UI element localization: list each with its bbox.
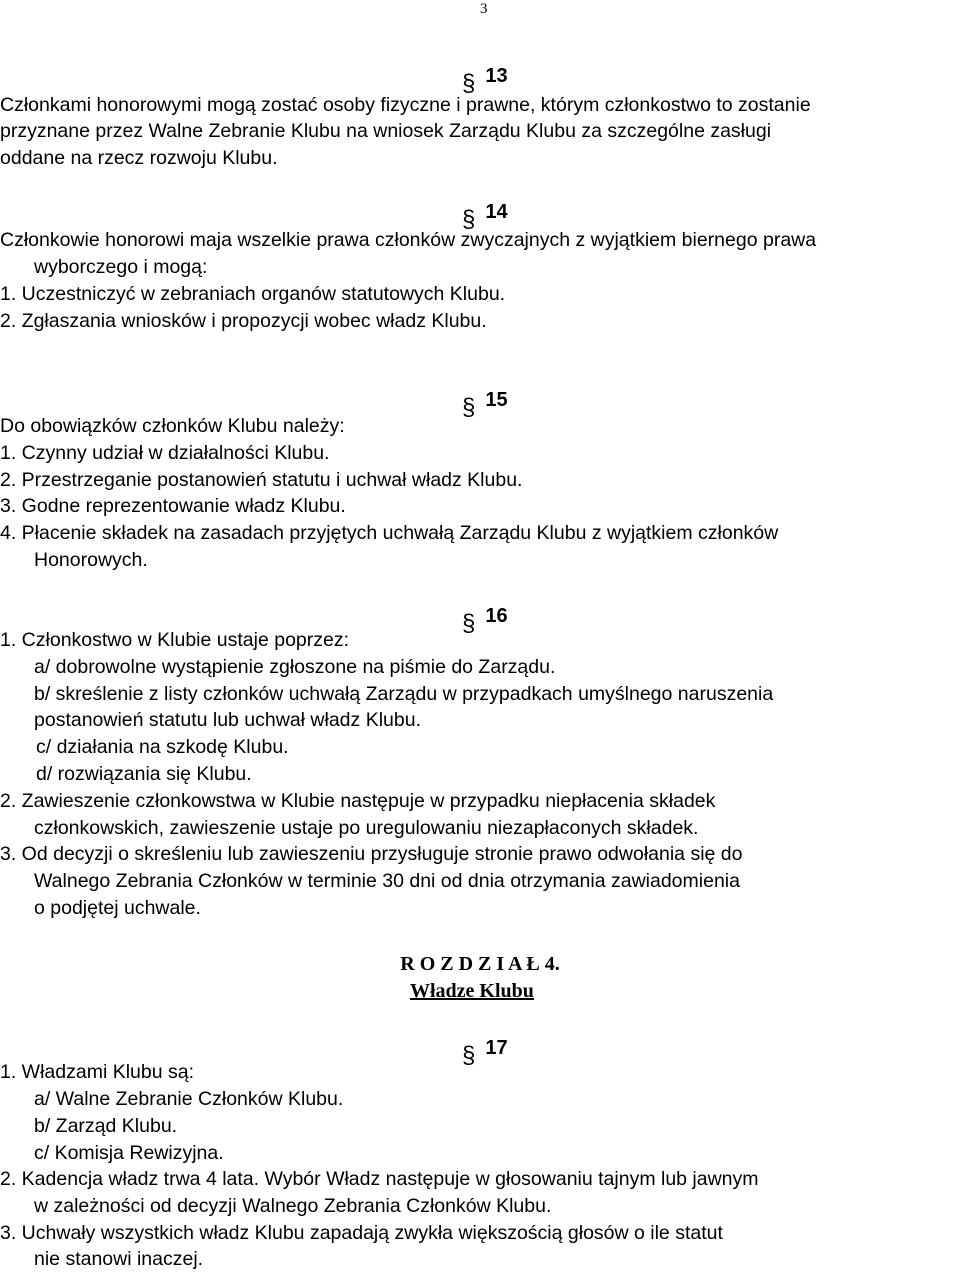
section-15-heading	[462, 386, 508, 421]
paragraph-line: Do obowiązków członków Klubu należy:	[0, 415, 345, 437]
sub-item: a/ Walne Zebranie Członków Klubu.	[34, 1088, 344, 1110]
section-sign: §	[462, 394, 476, 421]
sub-item: postanowień statutu lub uchwał władz Klubu.	[34, 709, 421, 731]
paragraph-line: nie stanowi inaczej.	[34, 1248, 204, 1270]
section-sign: §	[462, 206, 476, 233]
section-14-heading	[462, 198, 508, 233]
paragraph-line: o podjętej uchwale.	[34, 897, 201, 919]
section-sign: §	[462, 70, 476, 97]
paragraph-line: Członkami honorowymi mogą zostać osoby fizyczne i prawne, którym członkostwo to zostanie	[0, 94, 811, 116]
section-number: 14	[485, 201, 508, 223]
paragraph-line: członkowskich, zawieszenie ustaje po uregulowaniu niezapłaconych składek.	[34, 817, 699, 839]
paragraph-line: wyborczego i mogą:	[34, 256, 208, 278]
list-item: 1. Czynny udział w działalności Klubu.	[0, 442, 330, 464]
section-16-heading	[462, 602, 508, 637]
list-item: 2. Kadencja władz trwa 4 lata. Wybór Władz następuje w głosowaniu tajnym lub jawnym	[0, 1168, 759, 1190]
sub-item: b/ Zarząd Klubu.	[34, 1115, 178, 1137]
chapter-heading: R O Z D Z I A Ł 4.	[400, 953, 560, 975]
section-sign: §	[462, 610, 476, 637]
list-item: 3. Od decyzji o skreśleniu lub zawieszeniu przysługuje stronie prawo odwołania się do	[0, 843, 743, 865]
list-item: 4. Płacenie składek na zasadach przyjętych uchwałą Zarządu Klubu z wyjątkiem członków	[0, 522, 779, 544]
paragraph-line: przyznane przez Walne Zebranie Klubu na wniosek Zarządu Klubu za szczególne zasługi	[0, 120, 772, 142]
section-17-heading	[462, 1034, 508, 1069]
section-number: 15	[485, 389, 508, 411]
list-item: 1. Członkostwo w Klubie ustaje poprzez:	[0, 629, 350, 651]
sub-item: c/ działania na szkodę Klubu.	[36, 736, 289, 758]
list-item: 2. Zawieszenie członkowstwa w Klubie następuje w przypadku niepłacenia składek	[0, 790, 716, 812]
section-number: 17	[485, 1037, 508, 1059]
list-item: 3. Uchwały wszystkich władz Klubu zapadają zwykła większością głosów o ile statut	[0, 1222, 723, 1244]
list-item: 2. Zgłaszania wniosków i propozycji wobec władz Klubu.	[0, 310, 487, 332]
chapter-title: Władze Klubu	[410, 980, 534, 1002]
section-13-heading	[462, 62, 508, 97]
list-item: 1. Władzami Klubu są:	[0, 1061, 195, 1083]
list-item: 2. Przestrzeganie postanowień statutu i uchwał władz Klubu.	[0, 469, 523, 491]
sub-item: d/ rozwiązania się Klubu.	[36, 763, 252, 785]
paragraph-line: oddane na rzecz rozwoju Klubu.	[0, 147, 278, 169]
paragraph-line: Honorowych.	[34, 549, 148, 571]
sub-item: c/ Komisja Rewizyjna.	[34, 1142, 224, 1164]
list-item: 3. Godne reprezentowanie władz Klubu.	[0, 495, 346, 517]
page-number: 3	[480, 1, 488, 17]
paragraph-line: Walnego Zebrania Członków w terminie 30 dni od dnia otrzymania zawiadomienia	[34, 870, 740, 892]
section-number: 13	[485, 65, 508, 87]
paragraph-line: Członkowie honorowi maja wszelkie prawa członków zwyczajnych z wyjątkiem biernego prawa	[0, 229, 817, 251]
sub-item: b/ skreślenie z listy członków uchwałą Zarządu w przypadkach umyślnego naruszenia	[34, 683, 774, 705]
paragraph-line: w zależności od decyzji Walnego Zebrania Członków Klubu.	[34, 1195, 552, 1217]
section-number: 16	[485, 605, 508, 627]
list-item: 1. Uczestniczyć w zebraniach organów statutowych Klubu.	[0, 283, 506, 305]
section-sign: §	[462, 1042, 476, 1069]
sub-item: a/ dobrowolne wystąpienie zgłoszone na piśmie do Zarządu.	[34, 656, 556, 678]
